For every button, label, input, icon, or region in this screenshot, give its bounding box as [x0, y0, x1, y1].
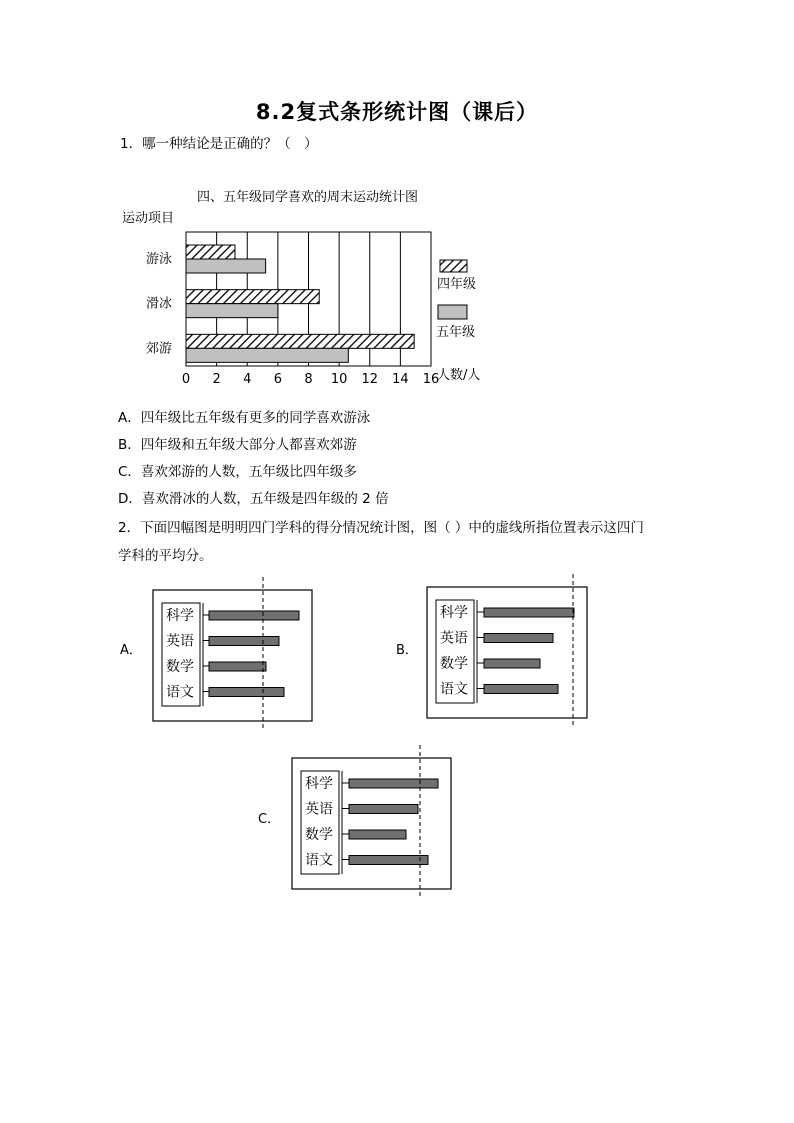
subject-bar — [209, 637, 279, 646]
subject-label: 英语 — [305, 801, 333, 818]
subject-bar — [349, 779, 438, 788]
question-1-stem: 1．哪一种结论是正确的？（ ） — [120, 136, 318, 152]
option-a: A．四年级比五年级有更多的同学喜欢游泳 — [118, 410, 371, 426]
option-chart-a — [120, 577, 312, 731]
y-tick-label: 郊游 — [145, 341, 172, 357]
question-2-stem-line2: 学科的平均分。 — [118, 548, 213, 564]
subject-label: 语文 — [166, 684, 194, 701]
subject-label: 科学 — [166, 608, 194, 624]
option-b: B．四年级和五年级大部分人都喜欢郊游 — [118, 437, 357, 453]
x-tick-label: 16 — [422, 372, 440, 387]
subject-label: 科学 — [440, 605, 468, 621]
legend-label-grade5: 五年级 — [436, 325, 476, 340]
subject-label: 数学 — [305, 827, 333, 843]
x-axis-label: 人数/人 — [437, 368, 481, 383]
option-d: D．喜欢滑冰的人数，五年级是四年级的 2 倍 — [118, 491, 389, 507]
bar-grade5 — [186, 259, 266, 273]
x-tick-label: 8 — [304, 372, 313, 387]
subject-bar — [349, 805, 418, 814]
bar-grade4 — [186, 245, 235, 259]
subject-label: 语文 — [440, 681, 468, 698]
option-chart-b — [396, 574, 587, 728]
subject-bar — [209, 662, 266, 671]
y-tick-label: 游泳 — [145, 252, 172, 267]
option-c: C．喜欢郊游的人数，五年级比四年级多 — [118, 464, 357, 480]
legend-label-grade4: 四年级 — [437, 277, 477, 292]
legend-swatch-grade4 — [440, 260, 467, 272]
subject-bar — [209, 688, 284, 697]
legend-swatch-grade5 — [438, 305, 467, 319]
option-label: B． — [396, 643, 418, 658]
subject-label: 数学 — [166, 659, 194, 675]
subject-bar — [349, 830, 406, 839]
option-charts — [0, 570, 794, 900]
bar-grade4 — [186, 334, 414, 348]
subject-label: 英语 — [440, 630, 468, 647]
x-tick-label: 4 — [243, 372, 252, 387]
option-label: A． — [120, 643, 142, 658]
option-label: C． — [258, 812, 281, 827]
x-tick-label: 12 — [361, 372, 379, 387]
subject-label: 科学 — [305, 776, 333, 792]
chart-title: 四、五年级同学喜欢的周末运动统计图 — [197, 190, 419, 205]
subject-bar — [349, 856, 428, 865]
bar-grade4 — [186, 290, 319, 304]
legend — [436, 260, 476, 340]
x-tick-label: 2 — [212, 372, 221, 387]
subject-bar — [484, 685, 558, 694]
x-tick-label: 14 — [392, 372, 409, 387]
y-axis-label: 运动项目 — [122, 211, 175, 226]
x-tick-label: 0 — [181, 372, 191, 387]
page-title: 8.2复式条形统计图（课后） — [255, 100, 539, 124]
y-tick-label: 滑冰 — [145, 296, 172, 312]
question-2-stem-line1: 2．下面四幅图是明明四门学科的得分情况统计图，图（ ）中的虚线所指位置表示这四门 — [118, 520, 644, 536]
x-tick-label: 10 — [330, 372, 348, 387]
x-tick-label: 6 — [273, 372, 283, 387]
bar-chart — [0, 0, 794, 420]
bar-grade5 — [186, 348, 348, 362]
bar-grade5 — [186, 304, 278, 318]
subject-label: 语文 — [305, 852, 333, 869]
subject-bar — [484, 659, 540, 668]
subject-bar — [484, 608, 574, 617]
subject-label: 数学 — [440, 656, 468, 672]
subject-bar — [209, 611, 299, 620]
chart-bars — [186, 245, 414, 362]
option-chart-c — [258, 745, 451, 899]
subject-bar — [484, 634, 553, 643]
subject-label: 英语 — [166, 633, 194, 650]
